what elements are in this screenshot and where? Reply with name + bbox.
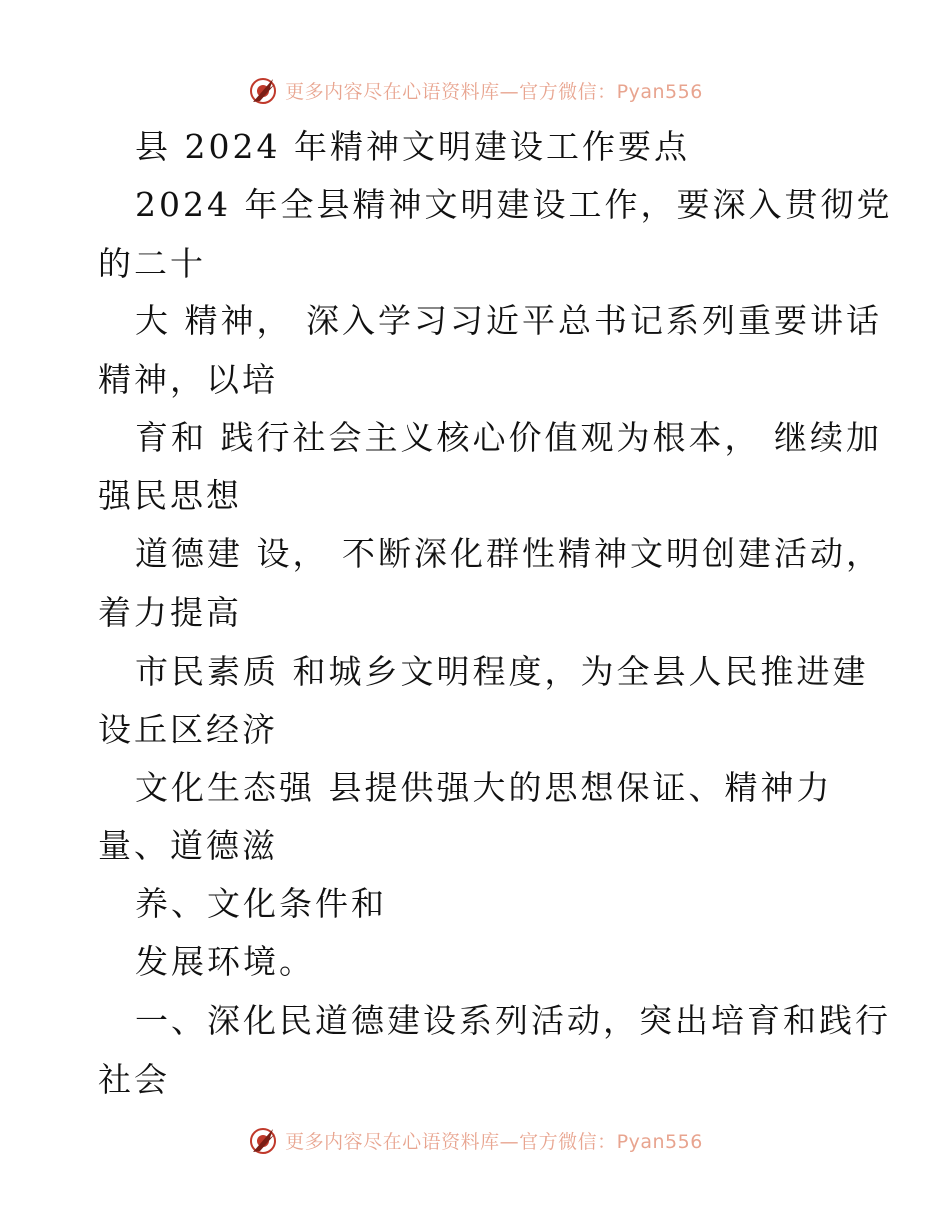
document-title: 县 2024 年精神文明建设工作要点 bbox=[135, 127, 690, 166]
section-heading-line: 一、深化民道德建设系列活动，突出培育和践行 bbox=[135, 1001, 891, 1040]
paragraph-line: 量、道德滋 bbox=[98, 826, 278, 865]
paragraph-line: 设丘区经济 bbox=[98, 710, 278, 749]
feather-pen-seal-icon bbox=[247, 1124, 279, 1156]
paragraph-line: 社会 bbox=[98, 1060, 170, 1099]
paragraph-line: 发展环境。 bbox=[135, 942, 315, 981]
paragraph-line: 育和 践行社会主义核心价值观为根本， 继续加 bbox=[135, 418, 882, 457]
paragraph-line: 强民思想 bbox=[98, 476, 242, 515]
footer-watermark bbox=[0, 1120, 950, 1160]
watermark-text: 更多内容尽在心语资料库—官方微信：Pyan556 bbox=[285, 80, 703, 103]
paragraph-line: 着力提高 bbox=[98, 593, 242, 632]
paragraph-line: 文化生态强 县提供强大的思想保证、精神力 bbox=[135, 768, 833, 807]
paragraph-line: 市民素质 和城乡文明程度，为全县人民推进建 bbox=[135, 652, 869, 691]
paragraph-line: 2024 年全县精神文明建设工作，要深入贯彻党 bbox=[135, 185, 893, 224]
paragraph-line: 大 精神， 深入学习习近平总书记系列重要讲话 bbox=[135, 301, 882, 340]
paragraph-line: 养、文化条件和 bbox=[135, 884, 387, 923]
paragraph-line: 的二十 bbox=[98, 244, 206, 283]
paragraph-line: 精神，以培 bbox=[98, 360, 278, 399]
paragraph-line: 道德建 设， 不断深化群性精神文明创建活动， bbox=[135, 534, 882, 573]
watermark-text: 更多内容尽在心语资料库—官方微信：Pyan556 bbox=[285, 1130, 703, 1153]
